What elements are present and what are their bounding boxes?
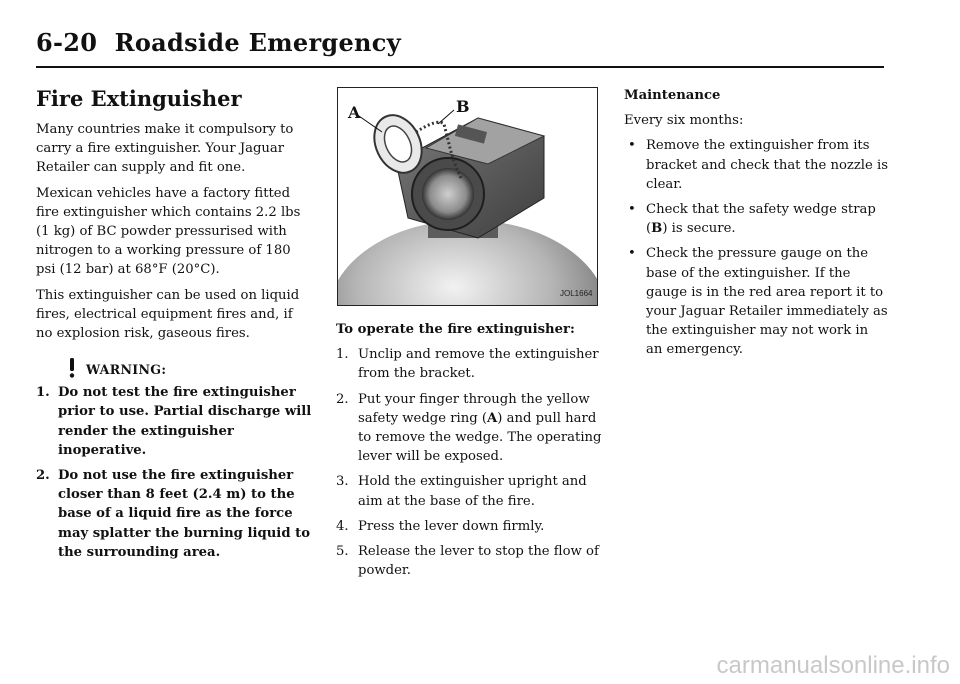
- bullet-item: [624, 136, 888, 194]
- column-right: [624, 86, 888, 366]
- column-left: [36, 86, 312, 568]
- subheading: Maintenance: [624, 88, 721, 103]
- figure-label-b: B: [456, 97, 470, 116]
- bullet-icon: •: [628, 138, 636, 154]
- step-item: [336, 517, 606, 536]
- bullet-icon: •: [628, 202, 636, 218]
- item-text: Do not test the fire extinguisher prior to use. Partial discharge will render the extinguisher inoperative.: [58, 385, 312, 458]
- figure-label-a: A: [348, 103, 361, 122]
- bullet-text: Remove the extinguisher from its bracket and check that the nozzle is clear.: [646, 138, 888, 192]
- chapter-title: Roadside Emergency: [114, 28, 401, 57]
- header-rule: [36, 66, 884, 68]
- subheading: To operate the fire extinguisher:: [336, 322, 575, 337]
- page-header: [36, 28, 401, 57]
- bullet-item: [624, 244, 888, 359]
- ref-letter-a: A: [487, 410, 498, 426]
- leader-line-b: [438, 110, 454, 124]
- warning-item: [36, 383, 312, 460]
- warning-item: [36, 466, 312, 562]
- step-text: Unclip and remove the extinguisher from the bracket.: [358, 347, 599, 382]
- bullet-text: [646, 200, 888, 238]
- bullet-text-pre: Check that the safety wedge strap (: [646, 202, 876, 237]
- bullet-text: Check the pressure gauge on the base of the extinguisher. If the gauge is in the red area report it to your Jaguar Retailer immediately as the extinguisher may not work in an emergency.: [646, 246, 888, 358]
- item-text: Do not use the fire extinguisher closer than 8 feet (2.4 m) to the base of a liquid fire as the force may splatter the burning liquid to the surrounding area.: [58, 468, 311, 560]
- step-item: [336, 542, 606, 580]
- step-item: [336, 472, 606, 510]
- warning-list: [36, 383, 312, 562]
- paragraph: Mexican vehicles have a factory fitted fire extinguisher which contains 2.2 lbs (1 kg) of BC powder pressurised with nitrogen to a working pressure of 180 psi (12 bar) at 68°F (20°C).: [36, 185, 301, 278]
- step-number: 2.: [336, 391, 349, 407]
- maintenance-list: [624, 136, 888, 359]
- step-number: 4.: [336, 518, 349, 534]
- step-number: 3.: [336, 474, 349, 490]
- bullet-text-post: ) is secure.: [662, 221, 736, 237]
- paragraph: This extinguisher can be used on liquid fires, electrical equipment fires and, if no explosion risk, gaseous fires.: [36, 287, 300, 342]
- section-title: Fire Extinguisher: [36, 86, 242, 111]
- step-number: 1.: [336, 347, 349, 363]
- page-number: 6-20: [36, 28, 98, 57]
- warning-header: [64, 357, 312, 379]
- watermark: carmanualsonline.info: [716, 652, 950, 679]
- column-middle: [336, 320, 606, 586]
- step-text: Press the lever down firmly.: [358, 518, 545, 534]
- step-text: [358, 390, 606, 467]
- extinguisher-figure: [337, 87, 598, 306]
- extinguisher-illustration: [338, 88, 597, 305]
- ref-letter-b: B: [651, 221, 663, 237]
- nozzle-bore: [422, 168, 474, 220]
- warning-icon: [64, 357, 80, 379]
- step-item: [336, 345, 606, 383]
- item-number: 2.: [36, 468, 50, 484]
- steps-list: [336, 345, 606, 580]
- bullet-item: [624, 200, 888, 238]
- warning-label: WARNING:: [86, 362, 167, 378]
- bullet-icon: •: [628, 246, 636, 262]
- step-text: Release the lever to stop the flow of powder.: [358, 544, 599, 579]
- step-text: Hold the extinguisher upright and aim at the base of the fire.: [358, 474, 587, 509]
- step-item: [336, 390, 606, 467]
- figure-code: JOL1664: [560, 289, 593, 298]
- step-text-pre: Put your finger through the yellow safety wedge ring (: [358, 391, 590, 426]
- intro-text: Every six months:: [624, 113, 744, 129]
- paragraph: Many countries make it compulsory to carry a fire extinguisher. Your Jaguar Retailer can supply and fit one.: [36, 122, 294, 176]
- step-text-post: ) and pull hard to remove the wedge. The operating lever will be exposed.: [358, 410, 602, 465]
- step-number: 5.: [336, 544, 349, 560]
- item-number: 1.: [36, 385, 50, 401]
